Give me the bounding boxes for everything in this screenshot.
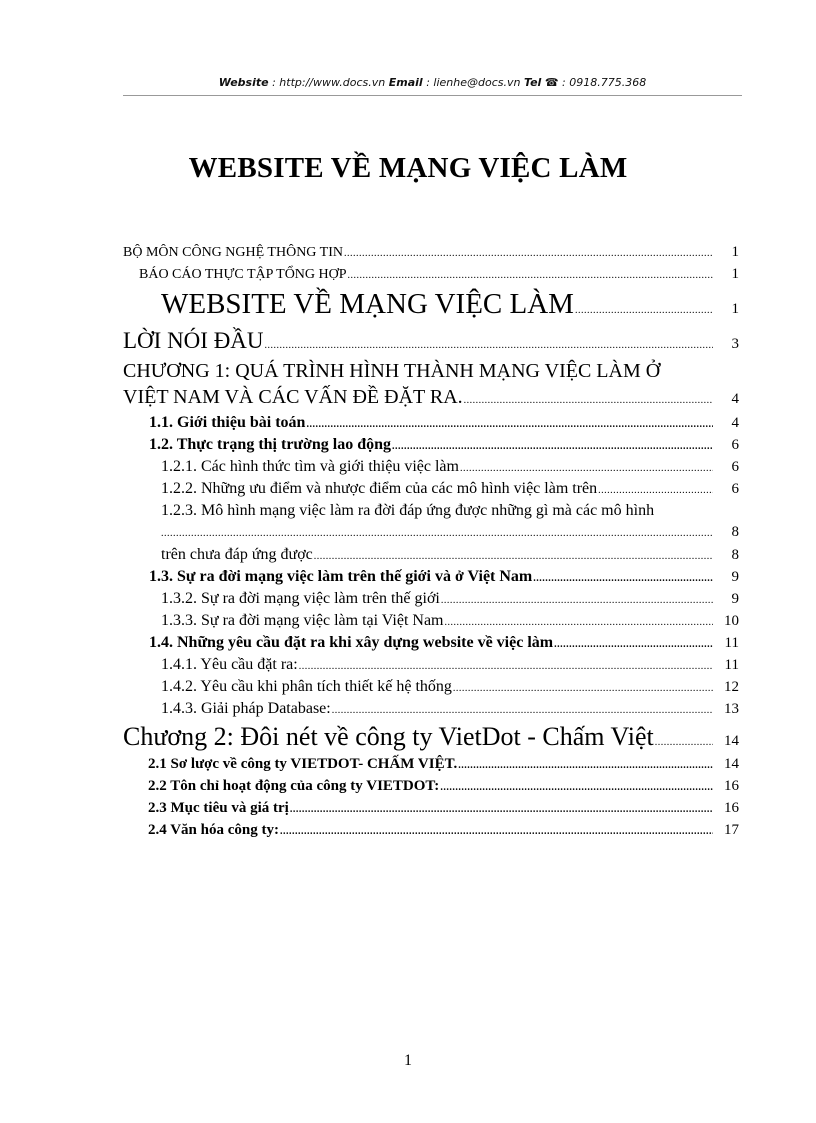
toc-entry-text: 1.4. Những yêu cầu đặt ra khi xây dựng website về việc làm (149, 634, 554, 651)
website-label: Website (218, 76, 269, 89)
tel-value: : 0918.775.368 (558, 76, 647, 89)
toc-leader-dots (280, 826, 713, 837)
toc-entry-text: 1.2.3. Mô hình mạng việc làm ra đời đáp ứng được những gì mà các mô hình (161, 502, 655, 519)
toc-entry-text: 1.4.3. Giải pháp Database: (161, 700, 331, 717)
toc-leader-dots (265, 340, 713, 351)
toc-entry[interactable] (123, 244, 739, 266)
toc-entry[interactable] (123, 436, 739, 458)
toc-entry-text: trên chưa đáp ứng được (161, 546, 313, 563)
toc-leader-dots (458, 760, 713, 771)
toc-entry-text: LỜI NÓI ĐẦU (123, 328, 264, 353)
toc-page-number: 13 (724, 701, 739, 717)
toc-entry[interactable] (123, 480, 739, 502)
toc-entry[interactable] (123, 634, 739, 656)
toc-entry[interactable] (123, 656, 739, 678)
toc-entry-text-line1: CHƯƠNG 1: QUÁ TRÌNH HÌNH THÀNH MẠNG VIỆC LÀM Ở (123, 360, 661, 382)
toc-entry-text: Chương 2: Đôi nét về công ty VietDot - Chấm Việt (123, 722, 654, 751)
toc-entry[interactable] (123, 590, 739, 612)
toc-entry-text: 2.3 Mục tiêu và giá trị (148, 800, 289, 816)
toc-entry-chapter-1[interactable] (123, 360, 739, 414)
toc-page-number: 9 (731, 591, 739, 607)
toc-leader-dots (453, 683, 713, 694)
toc-page-number: 4 (731, 415, 739, 431)
toc-leader-dots (392, 441, 713, 452)
toc-leader-dots (314, 551, 713, 562)
toc-leader-dots (306, 419, 713, 430)
toc-leader-dots (332, 705, 713, 716)
toc-page-number: 14 (724, 756, 739, 772)
toc-page-number: 1 (731, 266, 739, 282)
toc-entry[interactable] (123, 722, 739, 756)
toc-leader-dots (441, 595, 713, 606)
website-value: : http://www.docs.vn (268, 76, 389, 89)
toc-entry[interactable] (123, 288, 739, 328)
toc-leader-dots (533, 573, 713, 584)
toc-leader-dots (575, 305, 713, 316)
document-title: WEBSITE VỀ MẠNG VIỆC LÀM (188, 152, 628, 184)
toc-entry-text: 2.4 Văn hóa công ty: (148, 822, 279, 838)
toc-entry-text-line2: VIỆT NAM VÀ CÁC VẤN ĐỀ ĐẶT RA. (123, 386, 463, 408)
toc-entry[interactable] (123, 778, 739, 800)
toc-leader-dots (655, 737, 713, 748)
toc-leader-dots (554, 639, 713, 650)
header-rule (123, 95, 742, 96)
toc-page-number: 4 (731, 391, 739, 407)
toc-entry-text: 1.1. Giới thiệu bài toán (149, 414, 306, 431)
toc-leader-dots (299, 661, 713, 672)
toc-page-number: 6 (731, 459, 739, 475)
toc-entry[interactable] (123, 822, 739, 844)
toc-entry-text: 1.3.2. Sự ra đời mạng việc làm trên thế giới (161, 590, 440, 607)
page-header (123, 76, 742, 89)
toc-entry-text: 1.3. Sự ra đời mạng việc làm trên thế giới và ở Việt Nam (149, 568, 533, 585)
toc-entry[interactable] (123, 678, 739, 700)
toc-leader-dots (161, 528, 713, 539)
toc-page-number: 8 (731, 547, 739, 563)
toc-entry-text: 1.3.3. Sự ra đời mạng việc làm tại Việt Nam (161, 612, 444, 629)
toc-page-number: 6 (731, 481, 739, 497)
toc-page-number: 11 (724, 635, 739, 651)
toc-entry-text: 1.4.2. Yêu cầu khi phân tích thiết kế hệ thống (161, 678, 452, 695)
phone-icon: ☎ (544, 76, 559, 89)
toc-entry-text: 1.2. Thực trạng thị trường lao động (149, 436, 392, 453)
toc-leader-dots (464, 395, 713, 406)
toc-entry[interactable] (123, 568, 739, 590)
toc-page-number: 17 (724, 822, 739, 838)
toc-entry-text: 2.2 Tôn chỉ hoạt động của công ty VIETDOT: (148, 778, 440, 794)
toc-entry-text: 1.4.1. Yêu cầu đặt ra: (161, 656, 298, 673)
table-of-contents (123, 244, 739, 844)
toc-page-number: 16 (724, 800, 739, 816)
toc-entry-text: BỘ MÔN CÔNG NGHỆ THÔNG TIN (123, 245, 343, 260)
toc-page-number: 11 (724, 657, 739, 673)
toc-entry[interactable] (123, 612, 739, 634)
toc-entry-text: 1.2.2. Những ưu điểm và nhược điểm của các mô hình việc làm trên (161, 480, 598, 497)
toc-page-number: 10 (724, 613, 739, 629)
toc-page-number: 3 (731, 336, 739, 352)
toc-entry[interactable] (123, 502, 739, 546)
toc-page-number: 14 (724, 733, 739, 749)
toc-page-number: 1 (731, 244, 739, 260)
toc-entry[interactable] (123, 414, 739, 436)
page-number: 1 (404, 1052, 412, 1069)
toc-leader-dots (460, 463, 713, 474)
toc-entry[interactable] (123, 700, 739, 722)
toc-entry[interactable] (123, 266, 739, 288)
toc-entry-text: BÁO CÁO THỰC TẬP TỔNG HỢP (139, 267, 347, 282)
toc-leader-dots (290, 804, 713, 815)
toc-leader-dots (598, 485, 713, 496)
toc-leader-dots (444, 617, 713, 628)
email-label: Email (388, 76, 423, 89)
toc-entry-text: 2.1 Sơ lược về công ty VIETDOT- CHẤM VIỆT. (148, 756, 458, 772)
toc-page-number: 6 (731, 437, 739, 453)
tel-label: Tel (523, 76, 542, 89)
email-value: : lienhe@docs.vn (422, 76, 524, 89)
toc-page-number: 16 (724, 778, 739, 794)
toc-leader-dots (348, 270, 713, 281)
toc-entry[interactable] (123, 546, 739, 568)
toc-entry-text: WEBSITE VỀ MẠNG VIỆC LÀM (161, 288, 574, 320)
toc-page-number: 9 (731, 569, 739, 585)
toc-page-number: 12 (724, 679, 739, 695)
toc-page-number: 1 (731, 301, 739, 317)
toc-entry-text: 1.2.1. Các hình thức tìm và giới thiệu việc làm (161, 458, 459, 475)
toc-entry[interactable] (123, 800, 739, 822)
toc-leader-dots (344, 248, 713, 259)
toc-page-number: 8 (731, 524, 739, 540)
toc-entry[interactable] (123, 328, 739, 360)
toc-entry[interactable] (123, 458, 739, 480)
toc-leader-dots (440, 782, 713, 793)
toc-entry[interactable] (123, 756, 739, 778)
